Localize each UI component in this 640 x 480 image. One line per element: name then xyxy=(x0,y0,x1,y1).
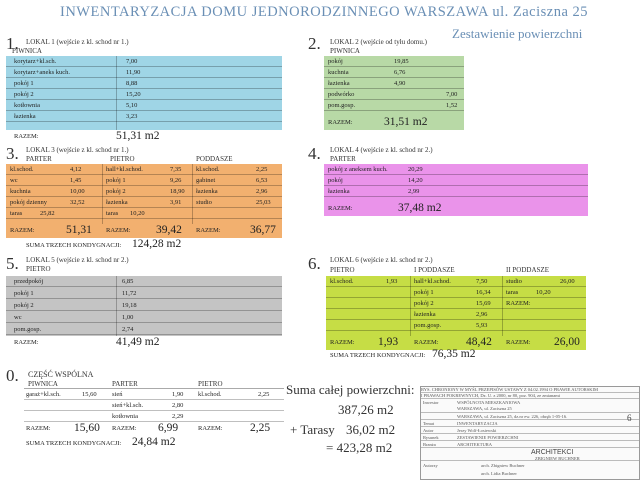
section-1-total-row xyxy=(6,130,282,144)
summary-area: 387,26 m2 xyxy=(338,402,394,417)
summary-grand-total: = 423,28 m2 xyxy=(326,440,393,455)
table-row: pokój 1 16,34 taras 10,20 xyxy=(326,287,586,298)
summary-terraces: 36,02 m2 xyxy=(346,422,396,437)
section-1-level: PIWNICA xyxy=(12,47,42,55)
section-4-table xyxy=(324,164,588,202)
table-row: pokój dzienny 32,52 łazienka 3,91 studio 25,03 xyxy=(6,197,282,208)
section-0-level-piwnica: PIWNICA xyxy=(28,380,58,388)
stamp-office: ARCHITEKCI xyxy=(531,449,574,456)
section-number-6: 6. xyxy=(308,254,321,273)
table-row: łazienka 4,90 xyxy=(324,78,464,89)
stamp-discipline-row: Branża ARCHITEKTURA xyxy=(421,441,639,448)
table-row: kotłownia 2,29 xyxy=(24,411,284,422)
section-3-level-pietro: PIETRO xyxy=(110,155,135,163)
table-row: pokój 1 11,72 xyxy=(6,288,282,299)
table-row: pom.gosp. 1,52 xyxy=(324,100,464,111)
section-6-level-poddasze2: II PODDASZE xyxy=(506,266,549,274)
table-row: pokój 2 19,18 xyxy=(6,300,282,311)
table-row: korytarz+kl.sch. 7,00 xyxy=(6,56,282,67)
section-6-table xyxy=(326,276,586,336)
table-row: łazienka 2,96 xyxy=(326,309,586,320)
table-row: pokój 14,20 xyxy=(324,175,588,186)
stamp-copyright-2: I PRAWACH POKREWNYCH, Dz. U. z 2000, nr 80, poz. 904, ze zmianami xyxy=(421,393,639,399)
section-0-sum-label: SUMA TRZECH KONDYGNACJI: xyxy=(26,440,122,447)
section-0-table xyxy=(24,388,284,422)
section-3-total-parter: 51,31 xyxy=(66,224,92,236)
section-3-total-label-pietro: RAZEM: xyxy=(106,227,131,234)
section-number-4: 4. xyxy=(308,144,321,163)
section-6-total-poddasze2: 26,00 xyxy=(554,336,580,348)
table-row: przedpokój 6,85 xyxy=(6,276,282,287)
section-1-table xyxy=(6,56,282,130)
section-3-sum-label: SUMA TRZECH KONDYGNACJI: xyxy=(26,242,122,249)
section-6-heading: LOKAL 6 (wejście z kl. schod nr 2.) xyxy=(330,256,433,264)
section-5-heading: LOKAL 5 (wejście z kl. schod nr 2.) xyxy=(26,256,129,264)
title-block-stamp xyxy=(420,386,640,480)
section-6-total-poddasze1: 48,42 xyxy=(466,336,492,348)
stamp-office-row xyxy=(421,448,639,461)
section-3-total-row xyxy=(6,224,282,238)
section-6-total-label-poddasze2: RAZEM: xyxy=(506,339,531,346)
table-row: kuchnia 6,76 xyxy=(324,67,464,78)
section-2-level: PIWNICA xyxy=(330,47,360,55)
section-4-level: PARTER xyxy=(330,155,356,163)
stamp-address-row: WARSZAWA, ul. Zaciszna 25, dz.nr ew. 226, obręb 1-05-16. xyxy=(421,413,639,420)
section-0-total-piwnica: 15,60 xyxy=(74,422,100,434)
section-5-total-row xyxy=(6,336,282,350)
table-row: kuchnia 10,00 pokój 2 18,90 łazienka 2,96 xyxy=(6,186,282,197)
document-title: INWENTARYZACJA DOMU JEDNORODZINNEGO WARSZAWA ul. Zaciszna 25 xyxy=(60,4,589,20)
section-5-total: 41,49 m2 xyxy=(116,336,160,348)
section-6-total-pietro: 1,93 xyxy=(378,336,399,348)
table-row: korytarz+aneks kuch. 11,90 xyxy=(6,67,282,78)
table-row: pom.gosp. 5,93 xyxy=(326,320,586,331)
section-3-level-parter: PARTER xyxy=(26,155,52,163)
table-row: wc 1,45 pokój 1 9,26 gabinet 6,53 xyxy=(6,175,282,186)
table-row: wc 1,00 xyxy=(6,312,282,323)
table-row: kl.schod. 4,12 hall+kl.schod. 7,35 kl.schod. 2,25 xyxy=(6,164,282,175)
table-row: pokój 19,85 xyxy=(324,56,464,67)
stamp-subject-row: Temat INWENTARYZACJA xyxy=(421,420,639,427)
section-6-total-label: RAZEM: xyxy=(330,339,355,346)
section-5-table xyxy=(6,276,282,336)
section-0-sum: 24,84 m2 xyxy=(132,436,176,448)
table-row: pom.gosp. 2,74 xyxy=(6,324,282,335)
section-3-table xyxy=(6,164,282,224)
table-row: sień+kl.sch. 2,80 xyxy=(24,400,284,411)
section-number-5: 5. xyxy=(6,254,19,273)
section-0-total-parter: 6,99 xyxy=(158,422,179,434)
table-row: garaż+kl.sch. 15,60 sień 1,90 kl.schod. 2,25 xyxy=(24,389,284,400)
table-row: pokój 1 8,88 xyxy=(6,78,282,89)
section-6-sum: 76,35 m2 xyxy=(432,348,476,360)
section-3-total-poddasze: 36,77 xyxy=(250,224,276,236)
section-2-total-label: RAZEM: xyxy=(328,119,353,126)
table-row: łazienka 2,99 xyxy=(324,186,588,197)
section-number-2: 2. xyxy=(308,34,321,53)
summary-terraces-label: + Tarasy xyxy=(290,422,335,437)
section-0-total-row xyxy=(24,422,284,436)
section-4-heading: LOKAL 4 (wejście z kl. schod nr 2.) xyxy=(330,146,433,154)
stamp-copyright-1: RYS. CHRONIONY W MYŚL PRZEPISÓW USTAWY Z 04.02.1994 O PRAWIE AUTORSKIM xyxy=(421,387,639,393)
section-number-1: 1. xyxy=(6,34,19,53)
section-0-heading: CZĘŚĆ WSPÓLNA xyxy=(28,370,94,379)
document-subtitle: Zestawienie powierzchni xyxy=(452,26,583,41)
section-0-total-label-parter: RAZEM: xyxy=(112,425,137,432)
section-2-total: 31,51 m2 xyxy=(384,116,428,128)
section-number-3: 3. xyxy=(6,144,19,163)
section-0-level-pietro: PIETRO xyxy=(198,380,223,388)
table-row: podwórko 7,00 xyxy=(324,89,464,100)
stamp-sheet-number: 6 xyxy=(627,413,632,423)
section-6-level-poddasze1: I PODDASZE xyxy=(414,266,455,274)
table-row: pokój z aneksem kuch. 20,29 xyxy=(324,164,588,175)
section-3-heading: LOKAL 3 (wejście z kl. schod nr 1.) xyxy=(26,146,129,154)
section-3-total-pietro: 39,42 xyxy=(156,224,182,236)
section-5-total-label: RAZEM: xyxy=(14,339,39,346)
section-1-total: 51,31 m2 xyxy=(116,130,160,142)
section-0-total-label-pietro: RAZEM: xyxy=(198,425,223,432)
summary-label: Suma całej powierzchni: xyxy=(286,382,415,397)
section-6-level-pietro: PIETRO xyxy=(330,266,355,274)
section-1-heading: LOKAL 1 (wejście z kl. schod nr 1.) xyxy=(26,38,129,46)
stamp-drawing-row: Rysunek ZESTAWIENIE POWIERZCHNI xyxy=(421,434,639,441)
stamp-investor-row: Inwestor WSPÓLNOTA MIESZKANIOWA WARSZAWA, ul. Zaciszna 25 xyxy=(421,399,639,413)
section-4-total-row xyxy=(324,202,588,216)
section-number-0: 0. xyxy=(6,366,19,385)
section-2-heading: LOKAL 2 (wejście od tyłu domu.) xyxy=(330,38,427,46)
section-3-total-label-poddasze: RAZEM: xyxy=(196,227,221,234)
section-0-total-pietro: 2,25 xyxy=(250,422,271,434)
stamp-office-sub: ZBIGNIEW BUCHNER xyxy=(535,456,580,461)
section-2-table xyxy=(324,56,464,120)
stamp-authors-row: Autorzy arch. Zbigniew Buchner arch. Lidia Buchner xyxy=(423,463,525,476)
table-row: kotłownia 5,10 xyxy=(6,100,282,111)
section-3-sum: 124,28 m2 xyxy=(132,238,182,250)
section-3-level-poddasze: PODDASZE xyxy=(196,155,233,163)
section-6-sum-label: SUMA TRZECH KONDYGNACJI: xyxy=(330,352,426,359)
table-row: łazienka 3,23 xyxy=(6,111,282,122)
table-row: taras 25,82 taras 10,20 xyxy=(6,208,282,219)
section-5-level: PIETRO xyxy=(26,265,51,273)
stamp-author-row: Autor Jerzy Wolf-Łosiewski xyxy=(421,427,639,434)
section-6-total-label-poddasze1: RAZEM: xyxy=(414,339,439,346)
section-3-total-label: RAZEM: xyxy=(10,227,35,234)
table-row: kl.schod. 1,93 hall+kl.schod. 7,50 studio 26,00 xyxy=(326,276,586,287)
table-row: pokój 2 15,69 RAZEM: xyxy=(326,298,586,309)
section-0-level-parter: PARTER xyxy=(112,380,138,388)
section-4-total: 37,48 m2 xyxy=(398,202,442,214)
table-row: pokój 2 15,20 xyxy=(6,89,282,100)
section-0-total-label: RAZEM: xyxy=(26,425,51,432)
section-2-total-row xyxy=(324,116,464,130)
section-1-total-label: RAZEM: xyxy=(14,133,39,140)
section-4-total-label: RAZEM: xyxy=(328,205,353,212)
